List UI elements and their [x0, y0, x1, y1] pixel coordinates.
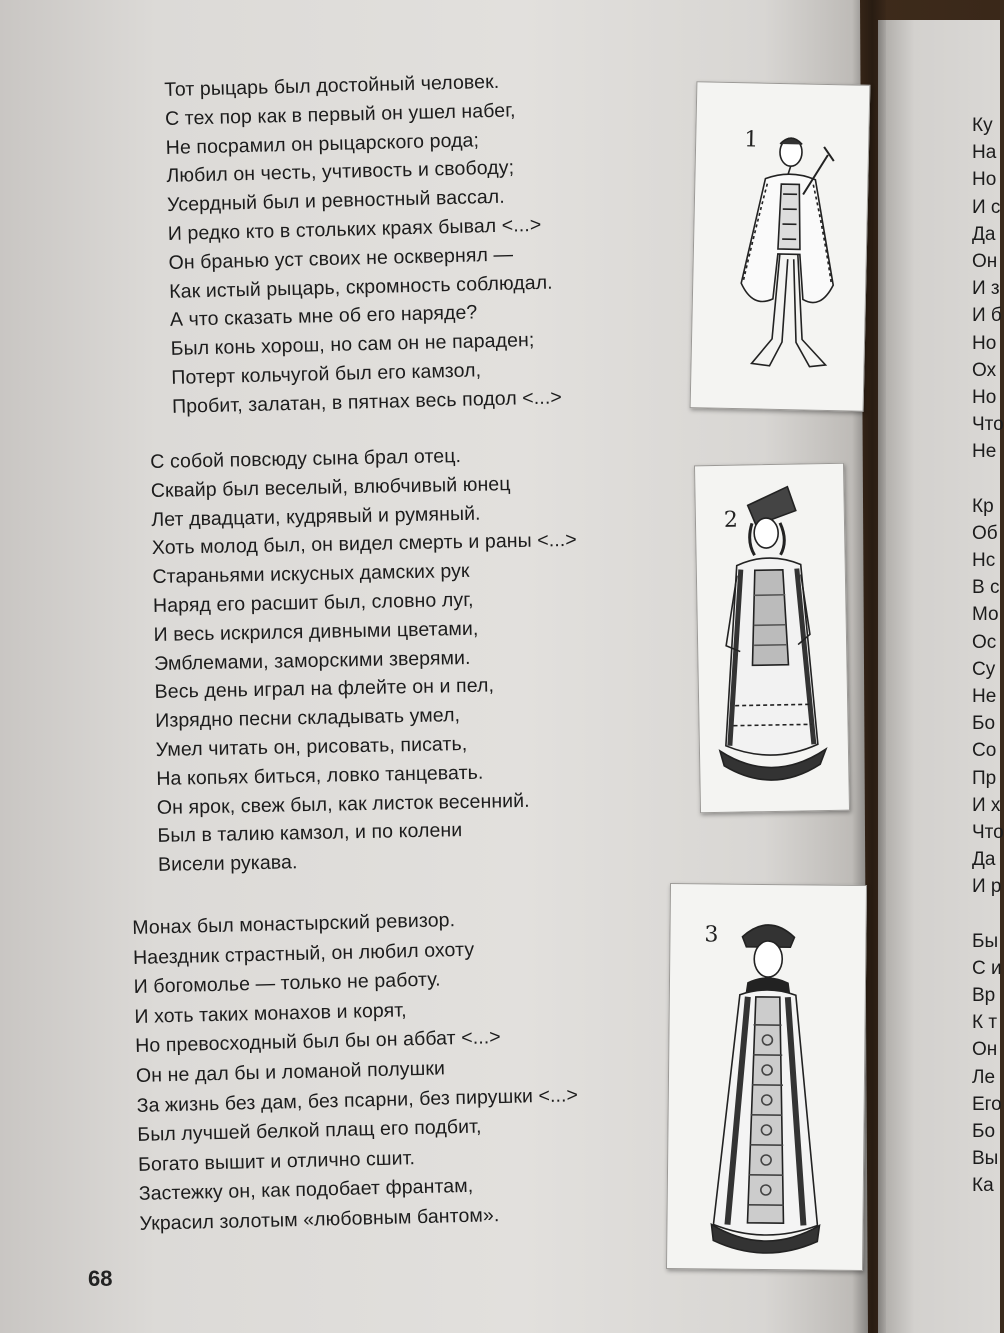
right-page-line-fragment: Со	[972, 740, 997, 762]
poem-line: И весь искрился дивными цветами,	[153, 617, 479, 646]
right-page-line-fragment: Он	[972, 1039, 998, 1061]
poem-line: Богато вышит и отлично сшит.	[137, 1146, 416, 1176]
poem-line: А что сказать мне об его наряде?	[169, 301, 478, 332]
right-page-line-fragment: Не	[972, 685, 997, 707]
poem-line: Любил он честь, учтивость и свободу;	[166, 156, 515, 188]
poem-line: Изрядно песни складывать умел,	[155, 704, 461, 733]
right-page-line-fragment: Не	[972, 441, 997, 463]
right-page-line-fragment: В с	[972, 577, 1000, 599]
right-page-line-fragment: И з	[972, 278, 1000, 300]
poem-line: Как истый рыцарь, скромность соблюдал.	[168, 271, 553, 303]
right-page-line-fragment: Ос	[972, 631, 997, 653]
right-page-line-fragment: Ох	[972, 359, 997, 381]
right-page-line-fragment: Да	[972, 223, 996, 245]
poem-line: Был конь хорош, но сам он не параден;	[170, 329, 535, 361]
right-page-line-fragment: Бы	[972, 930, 999, 952]
right-page-line-fragment: Ка	[972, 1175, 994, 1197]
poem-line: И богомолье — только не работу.	[133, 968, 441, 999]
poem-line: Монах был монастырский ревизор.	[132, 909, 456, 939]
right-page-line-fragment: Но	[972, 386, 997, 408]
poem-line: Эмблемами, заморскими зверями.	[153, 646, 471, 675]
right-page-line-fragment: Но	[972, 169, 997, 191]
right-page-line-fragment: К т	[972, 1012, 998, 1034]
poem-line: Застежку он, как подобает франтам,	[138, 1175, 474, 1206]
right-page-line-fragment: Что	[972, 821, 1004, 843]
right-page-line-fragment	[972, 900, 1004, 927]
poem-line: Наряд его расшит был, словно луг,	[152, 588, 474, 617]
right-page-line-fragment: Он	[972, 250, 998, 272]
right-page-text-fragments	[972, 112, 1004, 1200]
poem-line: Хоть молод был, он видел смерть и раны <...>	[151, 529, 578, 560]
poem-line: За жизнь без дам, без псарни, без пирушки <...>	[136, 1083, 579, 1117]
poem-line: И хоть таких монахов и корят,	[134, 999, 407, 1028]
right-page-line-fragment: Об	[972, 522, 998, 544]
right-page-line-fragment: Вы	[972, 1148, 999, 1170]
poem-line: Но превосходный был бы он аббат <...>	[134, 1026, 501, 1058]
poem-line: Стараньями искусных дамских рук	[152, 560, 470, 589]
right-page-line-fragment: Да	[972, 849, 996, 871]
right-page-line-fragment: И с	[972, 196, 1001, 218]
right-page-line-fragment: Ле	[972, 1066, 996, 1088]
poem-line: Сквайр был веселый, влюбчивый юнец	[150, 472, 511, 502]
right-page-line-fragment: И х	[972, 794, 1001, 816]
right-page-line-fragment: И р	[972, 876, 1002, 898]
poem-line: С собой повсюду сына брал отец.	[150, 445, 462, 473]
poem-line: Он бранью уст своих не осквернял —	[168, 243, 514, 274]
page-number: 68	[88, 1266, 113, 1291]
poem-line: Лет двадцати, кудрявый и румяный.	[151, 502, 481, 531]
poem-line: Пробит, залатан, в пятнах весь подол <...>	[171, 386, 563, 418]
figure-card-1	[690, 81, 871, 412]
poem-line: Усердный был и ревностный вассал.	[166, 185, 506, 217]
right-page-line-fragment: Бо	[972, 713, 996, 735]
right-page-line-fragment: Мо	[972, 604, 999, 626]
right-page-line-fragment: Бо	[972, 1120, 996, 1142]
right-page-line-fragment: Ку	[972, 115, 993, 136]
poem-line: На копьях биться, ловко танцевать.	[156, 761, 484, 790]
figure-card-3	[666, 883, 867, 1271]
right-page-line-fragment: Его	[972, 1093, 1002, 1115]
poem-line: Тот рыцарь был достойный человек.	[164, 70, 500, 101]
right-page-line-fragment: Вр	[972, 985, 996, 1006]
poem-line: И редко кто в стольких краях бывал <...>	[167, 213, 542, 245]
right-page-line-fragment: Но	[972, 332, 997, 354]
knight-figure-illustration-icon	[691, 82, 870, 411]
figure-number: 3	[704, 922, 719, 948]
poem-line: Висели рукава.	[157, 851, 298, 877]
right-page-line-fragment: Нс	[972, 550, 996, 571]
poem-line: Украсил золотым «любовным бантом».	[139, 1204, 500, 1235]
poem-line: Он не дал бы и ломаной полушки	[135, 1057, 446, 1087]
poem-line: Был лучшей белкой плащ его подбит,	[137, 1115, 482, 1147]
stanza-monk	[132, 903, 581, 1239]
poem-line: Умел читать он, рисовать, писать,	[155, 732, 468, 761]
right-page-line-fragment: На	[972, 142, 997, 164]
right-page-line-fragment: Что	[972, 414, 1004, 436]
right-page-line-fragment: Пр	[972, 767, 997, 789]
poem-line: Не посрамил он рыцарского рода;	[165, 128, 480, 159]
figure-card-2	[694, 463, 850, 814]
right-page-line-fragment	[972, 465, 1004, 492]
right-page-line-fragment: С и	[972, 957, 1002, 979]
right-page-line-fragment: Су	[972, 658, 996, 680]
stanza-squire	[150, 440, 583, 880]
right-page-line-fragment: Кр	[972, 495, 994, 517]
stanza-knight	[164, 66, 562, 421]
figure-number: 2	[723, 507, 739, 533]
poem-line: Наездник страстный, он любил охоту	[132, 938, 475, 969]
squire-figure-illustration-icon	[695, 464, 849, 813]
right-page-line-fragment: И б	[972, 305, 1002, 327]
poem-line: Потерт кольчугой был его камзол,	[171, 359, 482, 389]
poem-line: С тех пор как в первый он ушел набег,	[164, 99, 516, 130]
poem-line: Был в талию камзол, и по колени	[157, 819, 463, 848]
monk-figure-illustration-icon	[667, 884, 866, 1270]
poem-line: Он ярок, свеж был, как листок весенний.	[156, 789, 530, 819]
poem-line: Весь день играл на флейте он и пел,	[154, 674, 495, 704]
figure-number: 1	[743, 127, 759, 153]
